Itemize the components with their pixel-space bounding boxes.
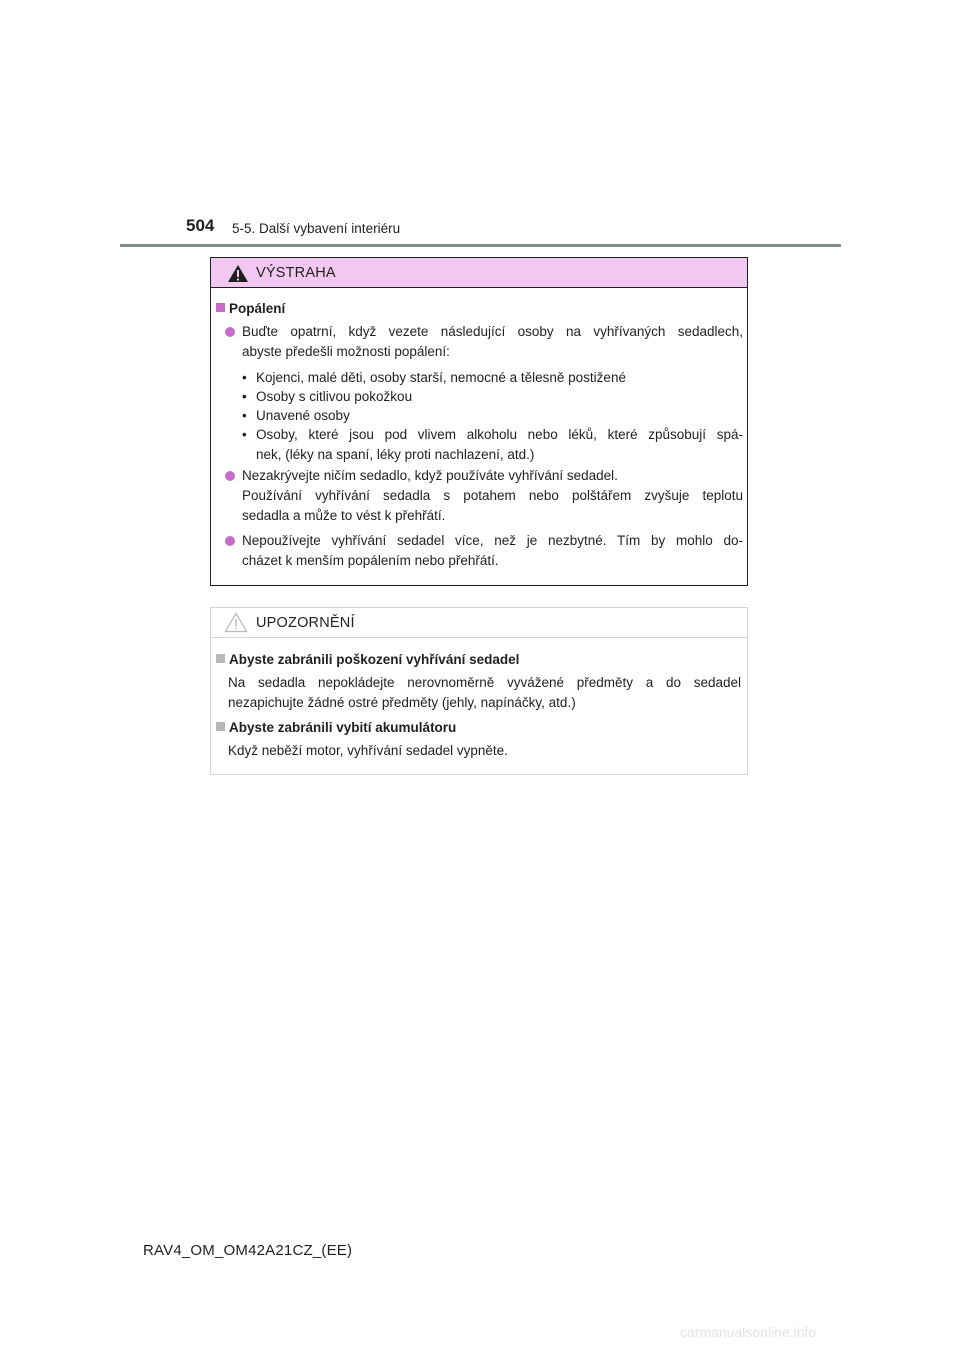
caution-section-1-line-2: nezapichujte žádné ostré předměty (jehly, napínáčky, atd.) bbox=[228, 695, 576, 710]
caution-section-2-line-1: Když neběží motor, vyhřívání sedadel vypněte. bbox=[228, 743, 508, 758]
caution-icon bbox=[224, 612, 248, 633]
caution-box bbox=[210, 607, 748, 775]
dash-bullet-icon: • bbox=[242, 427, 247, 442]
warning-subitem-3: Unavené osoby bbox=[256, 408, 350, 423]
warning-item-3-line-2: cházet k menším popálením nebo přehřátí. bbox=[242, 553, 499, 568]
warning-subitem-4-line-2: nek, (léky na spaní, léky proti nachlazení, atd.) bbox=[256, 447, 535, 462]
footer-code: RAV4_OM_OM42A21CZ_(EE) bbox=[143, 1242, 353, 1259]
warning-item-1-line-1: Buďte opatrní, když vezete následující osoby na vyhřívaných sedadlech, bbox=[242, 324, 743, 339]
section-title: 5-5. Další vybavení interiéru bbox=[232, 221, 401, 236]
warning-subitem-4-line-1: Osoby, které jsou pod vlivem alkoholu nebo léků, které způsobují spá- bbox=[256, 427, 743, 442]
caution-heading-2: Abyste zabránili vybití akumulátoru bbox=[216, 720, 456, 735]
header-rule bbox=[120, 244, 841, 247]
caution-box-header bbox=[211, 608, 747, 638]
square-bullet-icon bbox=[216, 722, 225, 731]
warning-item-2-line-3: sedadla a může to vést k přehřátí. bbox=[242, 508, 446, 523]
watermark: carmanualsonline.info bbox=[680, 1324, 817, 1340]
warning-item-2-line-1: Nezakrývejte ničím sedadlo, když používáte vyhřívání sedadel. bbox=[242, 468, 618, 483]
square-bullet-icon bbox=[216, 654, 225, 663]
warning-item-2-line-2: Používání vyhřívání sedadla s potahem nebo polštářem zvyšuje teplotu bbox=[242, 488, 743, 503]
warning-item-1-line-2: abyste předešli možnosti popálení: bbox=[242, 344, 450, 359]
warning-item-3-line-1: Nepoužívejte vyhřívání sedadel více, než je nezbytné. Tím by mohlo do- bbox=[242, 533, 743, 548]
dash-bullet-icon: • bbox=[242, 370, 247, 385]
warning-title: VÝSTRAHA bbox=[256, 265, 336, 281]
warning-heading: Popálení bbox=[216, 301, 285, 316]
warning-subitem-2: Osoby s citlivou pokožkou bbox=[256, 389, 413, 404]
page-number: 504 bbox=[186, 216, 215, 235]
caution-title: UPOZORNĚNÍ bbox=[256, 615, 355, 631]
round-bullet-icon bbox=[225, 536, 235, 546]
warning-icon bbox=[227, 264, 249, 283]
dash-bullet-icon: • bbox=[242, 389, 247, 404]
warning-box bbox=[210, 257, 748, 586]
caution-section-1-line-1: Na sedadla nepokládejte nerovnoměrně vyvážené předměty a do sedadel bbox=[228, 675, 741, 690]
caution-heading-1: Abyste zabránili poškození vyhřívání sedadel bbox=[216, 652, 519, 667]
dash-bullet-icon: • bbox=[242, 408, 247, 423]
round-bullet-icon bbox=[225, 327, 235, 337]
round-bullet-icon bbox=[225, 471, 235, 481]
square-bullet-icon bbox=[216, 303, 225, 312]
warning-subitem-1: Kojenci, malé děti, osoby starší, nemocné a tělesně postižené bbox=[256, 370, 626, 385]
warning-box-header bbox=[211, 258, 747, 288]
